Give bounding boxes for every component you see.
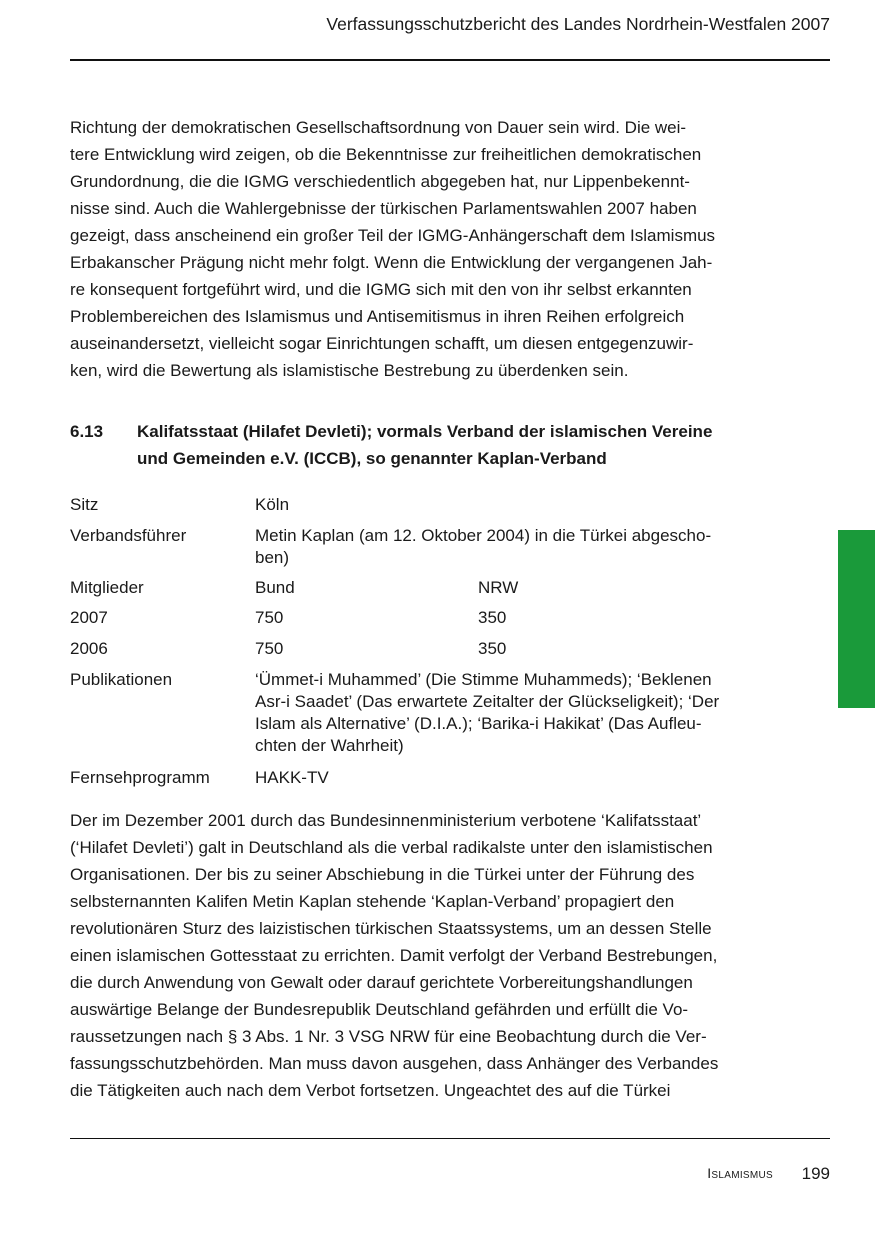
text-line: auseinandersetzt, vielleicht sogar Einrichtungen schafft, um diesen entgegenzuwir- — [70, 334, 694, 353]
text-line: selbsternannten Kalifen Metin Kaplan stehende ‘Kaplan-Verband’ propagiert den — [70, 892, 675, 911]
page-number: 199 — [801, 1164, 830, 1183]
section-title — [137, 418, 712, 472]
fact-value — [255, 525, 830, 569]
text-line: einen islamischen Gottesstaat zu errichten. Damit verfolgt der Verband Bestrebungen, — [70, 946, 718, 965]
text-line: Grundordnung, die die IGMG verschiedentlich abgegeben hat, nur Lippenbekennt- — [70, 172, 690, 191]
fact-label: Fernsehprogramm — [70, 768, 210, 787]
fact-value — [255, 494, 830, 516]
text-line: re konsequent fortgeführt wird, und die IGMG sich mit den von ihr selbst erkannten — [70, 280, 692, 299]
fact-value-line: Köln — [255, 495, 290, 514]
fact-value — [255, 669, 830, 757]
text-line: raussetzungen nach § 3 Abs. 1 Nr. 3 VSG NRW für eine Beobachtung durch die Ver- — [70, 1027, 707, 1046]
fact-label: Sitz — [70, 495, 99, 514]
text-line: Problembereichen des Islamismus und Antisemitismus in ihren Reihen erfolgreich — [70, 307, 685, 326]
fact-value — [255, 767, 830, 789]
fact-value-line: ben) — [255, 548, 290, 567]
text-line: tere Entwicklung wird zeigen, ob die Bekenntnisse zur freiheitlichen demokratischen — [70, 145, 702, 164]
text-line: die Tätigkeiten auch nach dem Verbot fortsetzen. Ungeachtet des auf die Türkei — [70, 1081, 671, 1100]
fact-col-bund: Bund — [255, 578, 295, 597]
section-title-line: und Gemeinden e.V. (ICCB), so genannter Kaplan-Verband — [137, 449, 607, 468]
fact-label: 2006 — [70, 639, 108, 658]
fact-col-nrw: NRW — [478, 578, 519, 597]
body-paragraph — [70, 807, 718, 1104]
text-line: revolutionären Sturz des laizistischen türkischen Staatssystems, um an dessen Stelle — [70, 919, 712, 938]
text-line: auswärtige Belange der Bundesrepublik Deutschland gefährden und erfüllt die Vo- — [70, 1000, 689, 1019]
text-line: ken, wird die Bewertung als islamistische Bestrebung zu überdenken sein. — [70, 361, 629, 380]
intro-paragraph — [70, 114, 715, 384]
fact-col-nrw: 350 — [478, 639, 507, 658]
text-line: Organisationen. Der bis zu seiner Abschiebung in die Türkei unter der Führung des — [70, 865, 695, 884]
section-number: 6.13 — [70, 422, 104, 441]
fact-label: 2007 — [70, 608, 108, 627]
chapter-side-tab — [838, 530, 875, 708]
text-line: nisse sind. Auch die Wahlergebnisse der türkischen Parlamentswahlen 2007 haben — [70, 199, 697, 218]
fact-value-line: Metin Kaplan (am 12. Oktober 2004) in die Türkei abgescho- — [255, 526, 712, 545]
fact-value-line: chten der Wahrheit) — [255, 736, 404, 755]
fact-value-line: ‘Ümmet-i Muhammed’ (Die Stimme Muhammeds); ‘Beklenen — [255, 670, 712, 689]
text-line: die durch Anwendung von Gewalt oder darauf gerichtete Vorbereitungshandlungen — [70, 973, 693, 992]
header-rule — [70, 59, 830, 61]
fact-value-line: HAKK-TV — [255, 768, 329, 787]
section-title-line: Kalifatsstaat (Hilafet Devleti); vormals Verband der islamischen Vereine — [137, 422, 713, 441]
text-line: fassungsschutzbehörden. Man muss davon ausgehen, dass Anhänger des Verbandes — [70, 1054, 719, 1073]
fact-col-bund: 750 — [255, 608, 284, 627]
header-title: Verfassungsschutzbericht des Landes Nordrhein-Westfalen 2007 — [326, 14, 830, 34]
fact-value-line: Asr-i Saadet’ (Das erwartete Zeitalter der Glückseligkeit); ‘Der — [255, 692, 720, 711]
footer-section-name: Islamismus — [707, 1165, 773, 1181]
text-line: Der im Dezember 2001 durch das Bundesinnenministerium verbotene ‘Kalifatsstaat’ — [70, 811, 702, 830]
fact-label: Mitglieder — [70, 578, 144, 597]
text-line: (‘Hilafet Devleti’) galt in Deutschland als die verbal radikalste unter den islamistischen — [70, 838, 713, 857]
fact-label: Verbandsführer — [70, 526, 187, 545]
fact-col-nrw: 350 — [478, 608, 507, 627]
footer-rule — [70, 1138, 830, 1139]
text-line: Richtung der demokratischen Gesellschaftsordnung von Dauer sein wird. Die wei- — [70, 118, 687, 137]
fact-value-line: Islam als Alternative’ (D.I.A.); ‘Barika-i Hakikat’ (Das Aufleu- — [255, 714, 702, 733]
text-line: gezeigt, dass anscheinend ein großer Teil der IGMG-Anhängerschaft dem Islamismus — [70, 226, 716, 245]
text-line: Erbakanscher Prägung nicht mehr folgt. Wenn die Entwicklung der vergangenen Jah- — [70, 253, 713, 272]
fact-col-bund: 750 — [255, 639, 284, 658]
fact-label: Publikationen — [70, 670, 173, 689]
